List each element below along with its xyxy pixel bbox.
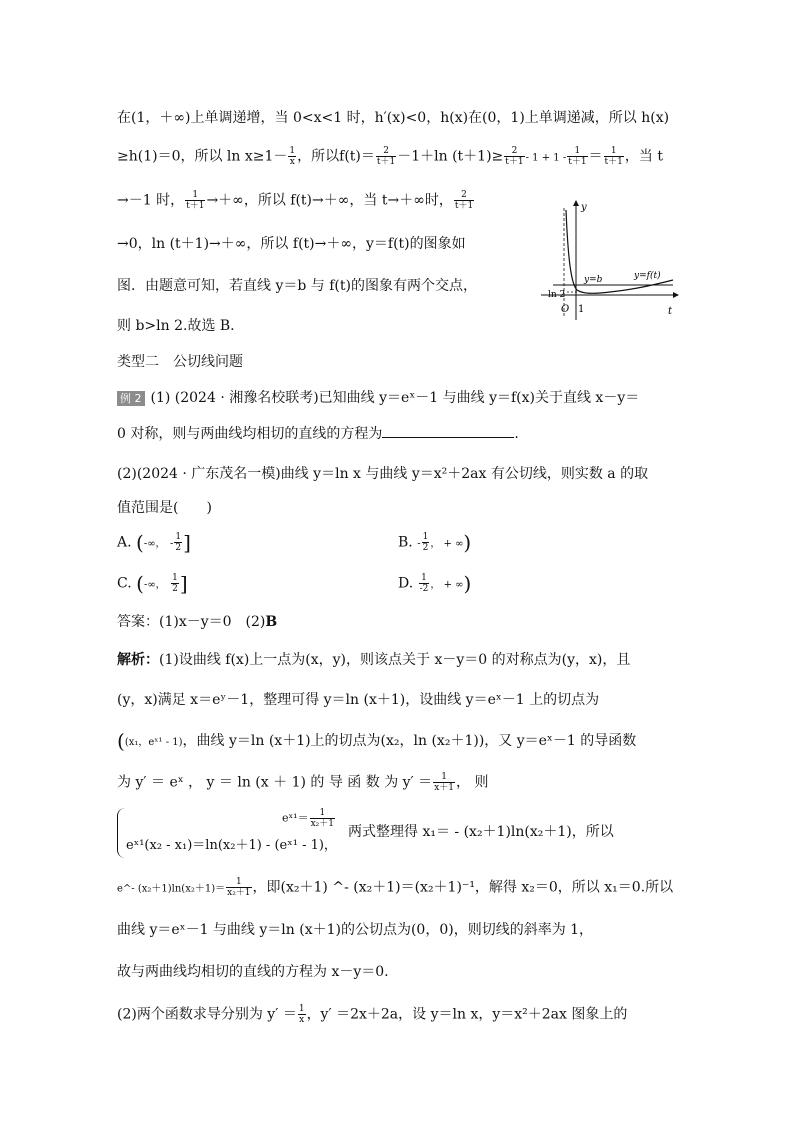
text-line-6: 则 b>ln 2.故选 B. bbox=[117, 318, 235, 334]
analysis-a1: (1)设曲线 f(x)上一点为(x，y)，则该点关于 x－y＝0 的对称点为(y，x)，且 bbox=[159, 652, 631, 668]
option-d-label: D. bbox=[398, 575, 414, 592]
fraction: $\frac{1}{2}$ bbox=[172, 573, 178, 594]
close-paren: ) bbox=[463, 571, 472, 596]
section-heading: 类型二 公切线问题 bbox=[117, 354, 243, 370]
fraction: $\frac{1}{\text{x₂＋1}}$ bbox=[310, 808, 335, 829]
example-part1-b: 0 对称，则与两曲线均相切的直线的方程为 bbox=[117, 426, 383, 442]
example-line-4: 值范围是( ) bbox=[117, 500, 212, 516]
text-line-2 bbox=[117, 146, 663, 169]
line2-part-a: ≥h(1)＝0，所以 ln x≥1－ bbox=[117, 148, 288, 165]
y-axis-label: y bbox=[581, 202, 587, 213]
option-c-left: -∞， bbox=[143, 579, 166, 591]
tangent-point-1: (x₁，eˣ¹ - 1) bbox=[124, 737, 183, 748]
close-bracket: ] bbox=[183, 530, 191, 555]
option-a-neg: - bbox=[170, 538, 174, 550]
analysis-a4-a: 为 y′ ＝ eˣ ， y ＝ ln (x ＋ 1) 的 导 函 数 为 y′ ＝ bbox=[117, 774, 433, 791]
option-a-label: A. bbox=[117, 534, 132, 551]
fraction: $\frac{1}{t+1}$ bbox=[604, 146, 623, 167]
analysis-a6-a: e^- (x₂＋1)ln(x₂＋1)＝ bbox=[117, 883, 226, 895]
line2-part-e: ＝ bbox=[588, 148, 603, 165]
fraction: $\frac{2}{t+1}$ bbox=[376, 146, 396, 167]
fraction: $\frac{2}{t+1}$ bbox=[505, 146, 524, 167]
function-graph bbox=[535, 198, 680, 324]
equation-1-lhs: eˣ¹＝ bbox=[282, 811, 309, 825]
analysis-line-6 bbox=[117, 877, 673, 900]
option-b-label: B. bbox=[398, 534, 413, 551]
analysis-line-4 bbox=[117, 772, 488, 793]
text-line-5: 图．由题意可知，若直线 y＝b 与 f(t)的图象有两个交点， bbox=[117, 278, 477, 294]
fraction: $\frac{2}{t+1}$ bbox=[454, 190, 474, 211]
line2-part-d: - 1 + 1 - bbox=[525, 152, 567, 164]
analysis-a9-b: ，y′ ＝2x＋2a，设 y＝ln x，y＝x²＋2ax 图象上的 bbox=[306, 1006, 628, 1023]
analysis-a3: ，曲线 y＝ln (x＋1)上的切点为(x₂，ln (x₂＋1))，又 y＝eˣ－1 的导函数 bbox=[182, 733, 637, 749]
option-c-label: C. bbox=[117, 575, 132, 592]
t-axis-arrow bbox=[673, 292, 679, 298]
ln2-label: ln 2 bbox=[548, 290, 566, 300]
fraction: $\frac{1}{t+1}$ bbox=[186, 190, 205, 211]
open-paren: ( bbox=[136, 571, 144, 596]
answer-line bbox=[117, 612, 277, 632]
t-axis-label: t bbox=[668, 306, 673, 317]
open-paren: ( bbox=[117, 729, 125, 753]
fraction: $\frac{1}{x+1}$ bbox=[434, 772, 454, 793]
analysis-line-5: 两式整理得 x₁＝ - (x₂＋1)ln(x₂＋1)，所以 bbox=[348, 824, 614, 840]
option-b bbox=[398, 532, 471, 555]
line-y-b-label: y=b bbox=[584, 275, 603, 285]
example-line-2 bbox=[117, 424, 519, 444]
close-paren: ) bbox=[463, 530, 472, 555]
analysis-line-9 bbox=[117, 1004, 627, 1025]
example-line-1 bbox=[117, 388, 639, 408]
analysis-line-3 bbox=[117, 731, 636, 753]
analysis-label: 解析： bbox=[117, 652, 159, 668]
text-line-1: 在(1，＋∞)上单调递增，当 0<x<1 时，h′(x)<0，h(x)在(0，1)上单调递减，所以 h(x) bbox=[117, 110, 670, 126]
line2-part-c: －1＋ln (t＋1)≥ bbox=[397, 148, 504, 165]
analysis-a6-b: ，即(x₂＋1) ^- (x₂＋1)＝(x₂＋1)⁻¹，解得 x₂＝0，所以 x₁＝0.所以 bbox=[252, 879, 674, 896]
fraction: $\frac{1}{t+1}$ bbox=[568, 146, 587, 167]
fraction: $\frac{1}{\text{x₂＋1}}$ bbox=[227, 877, 251, 898]
analysis-line-8: 故与两曲线均相切的直线的方程为 x－y＝0. bbox=[117, 964, 389, 980]
open-paren: ( bbox=[136, 530, 144, 555]
fraction: $\frac{1}{2}$ bbox=[422, 532, 429, 553]
equation-1 bbox=[282, 808, 336, 829]
option-d bbox=[398, 573, 471, 596]
option-a bbox=[117, 532, 191, 555]
analysis-a4-b: ， 则 bbox=[456, 774, 489, 791]
analysis-line-2: (y，x)满足 x＝eʸ－1，整理可得 y＝ln (x＋1)，设曲线 y＝eˣ－1 上的切点为 bbox=[117, 692, 600, 708]
text-line-3 bbox=[117, 190, 475, 211]
line2-part-g: ，当 t bbox=[624, 148, 663, 165]
answer-choice: B bbox=[265, 614, 278, 630]
example-part1-a: (1) (2024 · 湘豫名校联考)已知曲线 y＝eˣ－1 与曲线 y＝f(x)关于直线 x－y＝ bbox=[150, 390, 640, 406]
option-b-neg: - bbox=[417, 538, 421, 550]
fraction: $\frac{1}{x}$ bbox=[298, 1004, 305, 1025]
answer-blank bbox=[382, 425, 514, 438]
answer-label: 答案： bbox=[117, 614, 159, 630]
example-badge: 例 2 bbox=[117, 391, 145, 406]
line3-part-a: →－1 时， bbox=[117, 192, 185, 209]
option-b-right: ， + ∞ bbox=[430, 538, 464, 550]
answer-text: (1)x－y＝0 (2) bbox=[159, 614, 266, 630]
equation-brace bbox=[117, 808, 126, 858]
line2-part-b: ，所以f(t)＝ bbox=[297, 148, 375, 165]
analysis-a9-a: (2)两个函数求导分别为 y′ ＝ bbox=[117, 1006, 297, 1023]
example-line-3: (2)(2024 · 广东茂名一模)曲线 y＝ln x 与曲线 y＝x²＋2ax 有公切线，则实数 a 的取 bbox=[117, 466, 649, 482]
option-a-left: -∞， bbox=[143, 538, 166, 550]
close-bracket: ] bbox=[179, 571, 188, 596]
analysis-line-1 bbox=[117, 650, 630, 670]
example-part1-end: . bbox=[514, 426, 519, 442]
analysis-line-7: 曲线 y＝eˣ－1 与曲线 y＝ln (x＋1)的公切点为(0，0)，则切线的斜率为 1， bbox=[117, 922, 594, 938]
fraction: $\frac{1}{x}$ bbox=[289, 146, 296, 167]
origin-label: O bbox=[561, 304, 570, 315]
fraction: $\frac{1}{2}$ bbox=[175, 532, 182, 553]
equation-2: eˣ¹(x₂ - x₁)＝ln(x₂＋1) - (eˣ¹ - 1)， bbox=[126, 838, 337, 853]
text-line-4: →0，ln (t＋1)→＋∞，所以 f(t)→＋∞，y＝f(t)的图象如 bbox=[117, 236, 466, 252]
curve-label: y=f(t) bbox=[634, 271, 661, 281]
y-axis-arrow bbox=[573, 200, 579, 206]
fraction: $\frac{1}{-2}$ bbox=[419, 573, 429, 594]
option-d-right: ， + ∞ bbox=[430, 579, 464, 591]
option-c bbox=[117, 573, 188, 596]
line3-part-b: →＋∞，所以 f(t)→＋∞，当 t→＋∞时， bbox=[206, 192, 453, 209]
tick-one-label: 1 bbox=[578, 304, 585, 315]
